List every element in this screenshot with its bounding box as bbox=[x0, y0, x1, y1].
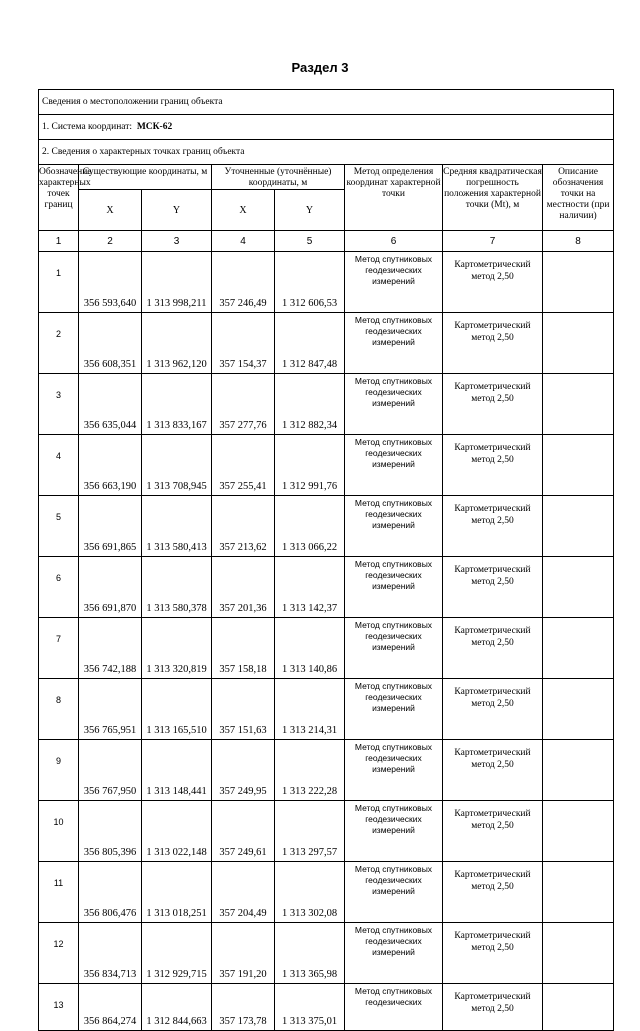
header-x-existing: X bbox=[79, 190, 142, 231]
accuracy-cell: Картометрический метод 2,50 bbox=[443, 435, 543, 496]
description-cell bbox=[543, 862, 614, 923]
header-refined-coords: Уточненные (уточнённые) координаты, м bbox=[212, 165, 345, 190]
refined-y-cell: 1 313 214,31 bbox=[275, 679, 345, 740]
method-cell: Метод спутниковых геодезических измерений bbox=[345, 496, 443, 557]
existing-x-cell: 356 742,188 bbox=[79, 618, 142, 679]
existing-x-cell: 356 691,870 bbox=[79, 557, 142, 618]
point-id-cell: 8 bbox=[39, 679, 79, 740]
method-cell: Метод спутниковых геодезических измерений bbox=[345, 923, 443, 984]
existing-y-cell: 1 313 833,167 bbox=[142, 374, 212, 435]
section-title: Раздел 3 bbox=[291, 60, 349, 75]
description-cell bbox=[543, 252, 614, 313]
refined-y-cell: 1 313 142,37 bbox=[275, 557, 345, 618]
table-row bbox=[39, 374, 614, 435]
method-cell: Метод спутниковых геодезических измерений bbox=[345, 862, 443, 923]
existing-y-cell: 1 313 018,251 bbox=[142, 862, 212, 923]
existing-y-cell: 1 313 962,120 bbox=[142, 313, 212, 374]
point-id-cell: 1 bbox=[39, 252, 79, 313]
refined-y-cell: 1 313 297,57 bbox=[275, 801, 345, 862]
existing-x-cell: 356 765,951 bbox=[79, 679, 142, 740]
accuracy-cell: Картометрический метод 2,50 bbox=[443, 923, 543, 984]
method-cell: Метод спутниковых геодезических измерений bbox=[345, 679, 443, 740]
header-description: Описание обозначения точки на местности (при наличии) bbox=[543, 165, 614, 231]
refined-y-cell: 1 313 222,28 bbox=[275, 740, 345, 801]
description-cell bbox=[543, 496, 614, 557]
refined-y-cell: 1 313 066,22 bbox=[275, 496, 345, 557]
header-x-refined: X bbox=[212, 190, 275, 231]
refined-x-cell: 357 151,63 bbox=[212, 679, 275, 740]
col-number: 1 bbox=[39, 231, 79, 252]
existing-y-cell: 1 313 998,211 bbox=[142, 252, 212, 313]
point-id-cell: 2 bbox=[39, 313, 79, 374]
existing-x-cell: 356 608,351 bbox=[79, 313, 142, 374]
table-row bbox=[39, 252, 614, 313]
existing-y-cell: 1 313 708,945 bbox=[142, 435, 212, 496]
table-row bbox=[39, 862, 614, 923]
location-row bbox=[39, 90, 614, 115]
accuracy-cell: Картометрический метод 2,50 bbox=[443, 862, 543, 923]
accuracy-cell: Картометрический метод 2,50 bbox=[443, 984, 543, 1031]
description-cell bbox=[543, 435, 614, 496]
existing-y-cell: 1 313 148,441 bbox=[142, 740, 212, 801]
table-row bbox=[39, 496, 614, 557]
header-method: Метод определения координат характерной точки bbox=[345, 165, 443, 231]
description-cell bbox=[543, 984, 614, 1031]
description-cell bbox=[543, 374, 614, 435]
col-number: 6 bbox=[345, 231, 443, 252]
description-cell bbox=[543, 313, 614, 374]
existing-y-cell: 1 313 022,148 bbox=[142, 801, 212, 862]
coord-system-row bbox=[39, 115, 614, 140]
description-cell bbox=[543, 618, 614, 679]
refined-y-cell: 1 312 882,34 bbox=[275, 374, 345, 435]
header-y-existing: Y bbox=[142, 190, 212, 231]
method-cell: Метод спутниковых геодезических измерений bbox=[345, 435, 443, 496]
method-cell: Метод спутниковых геодезических bbox=[345, 984, 443, 1031]
refined-x-cell: 357 154,37 bbox=[212, 313, 275, 374]
refined-x-cell: 357 191,20 bbox=[212, 923, 275, 984]
accuracy-cell: Картометрический метод 2,50 bbox=[443, 496, 543, 557]
table-row bbox=[39, 313, 614, 374]
col-number: 4 bbox=[212, 231, 275, 252]
refined-x-cell: 357 201,36 bbox=[212, 557, 275, 618]
refined-x-cell: 357 255,41 bbox=[212, 435, 275, 496]
refined-x-cell: 357 246,49 bbox=[212, 252, 275, 313]
description-cell bbox=[543, 923, 614, 984]
method-cell: Метод спутниковых геодезических измерений bbox=[345, 740, 443, 801]
point-id-cell: 4 bbox=[39, 435, 79, 496]
description-cell bbox=[543, 679, 614, 740]
boundary-points-table bbox=[38, 89, 614, 1031]
points-row bbox=[39, 140, 614, 165]
existing-x-cell: 356 864,274 bbox=[79, 984, 142, 1031]
description-cell bbox=[543, 801, 614, 862]
existing-y-cell: 1 312 844,663 bbox=[142, 984, 212, 1031]
point-id-cell: 5 bbox=[39, 496, 79, 557]
point-id-cell: 11 bbox=[39, 862, 79, 923]
method-cell: Метод спутниковых геодезических измерений bbox=[345, 618, 443, 679]
col-number: 7 bbox=[443, 231, 543, 252]
point-id-cell: 3 bbox=[39, 374, 79, 435]
existing-x-cell: 356 593,640 bbox=[79, 252, 142, 313]
table-row bbox=[39, 801, 614, 862]
table-row bbox=[39, 435, 614, 496]
header-existing-coords: Существующие координаты, м bbox=[79, 165, 212, 190]
accuracy-cell: Картометрический метод 2,50 bbox=[443, 557, 543, 618]
existing-y-cell: 1 313 320,819 bbox=[142, 618, 212, 679]
accuracy-cell: Картометрический метод 2,50 bbox=[443, 313, 543, 374]
method-cell: Метод спутниковых геодезических измерений bbox=[345, 374, 443, 435]
table-row bbox=[39, 984, 614, 1031]
existing-y-cell: 1 312 929,715 bbox=[142, 923, 212, 984]
existing-y-cell: 1 313 580,413 bbox=[142, 496, 212, 557]
refined-y-cell: 1 312 847,48 bbox=[275, 313, 345, 374]
point-id-cell: 12 bbox=[39, 923, 79, 984]
refined-x-cell: 357 158,18 bbox=[212, 618, 275, 679]
refined-x-cell: 357 277,76 bbox=[212, 374, 275, 435]
existing-y-cell: 1 313 580,378 bbox=[142, 557, 212, 618]
refined-x-cell: 357 213,62 bbox=[212, 496, 275, 557]
method-cell: Метод спутниковых геодезических измерений bbox=[345, 801, 443, 862]
refined-x-cell: 357 173,78 bbox=[212, 984, 275, 1031]
header-accuracy: Средняя квадратическая погрешность положения характерной точки (Mt), м bbox=[443, 165, 543, 231]
point-id-cell: 13 bbox=[39, 984, 79, 1031]
refined-y-cell: 1 312 606,53 bbox=[275, 252, 345, 313]
refined-x-cell: 357 204,49 bbox=[212, 862, 275, 923]
point-id-cell: 6 bbox=[39, 557, 79, 618]
table-row bbox=[39, 740, 614, 801]
header-y-refined: Y bbox=[275, 190, 345, 231]
points-label: 2. Сведения о характерных точках границ объекта bbox=[42, 147, 245, 157]
existing-x-cell: 356 834,713 bbox=[79, 923, 142, 984]
existing-y-cell: 1 313 165,510 bbox=[142, 679, 212, 740]
method-cell: Метод спутниковых геодезических измерений bbox=[345, 557, 443, 618]
column-numbers-row bbox=[39, 231, 614, 252]
location-label: Сведения о местоположении границ объекта bbox=[42, 97, 223, 107]
method-cell: Метод спутниковых геодезических измерений bbox=[345, 252, 443, 313]
point-id-cell: 10 bbox=[39, 801, 79, 862]
accuracy-cell: Картометрический метод 2,50 bbox=[443, 374, 543, 435]
accuracy-cell: Картометрический метод 2,50 bbox=[443, 801, 543, 862]
coord-system-value: МСК-62 bbox=[136, 122, 173, 132]
method-cell: Метод спутниковых геодезических измерений bbox=[345, 313, 443, 374]
header-point-id: Обозначение характерных точек границ bbox=[39, 165, 79, 231]
col-number: 2 bbox=[79, 231, 142, 252]
table-row bbox=[39, 679, 614, 740]
refined-y-cell: 1 313 365,98 bbox=[275, 923, 345, 984]
point-id-cell: 9 bbox=[39, 740, 79, 801]
refined-x-cell: 357 249,61 bbox=[212, 801, 275, 862]
col-number: 3 bbox=[142, 231, 212, 252]
existing-x-cell: 356 691,865 bbox=[79, 496, 142, 557]
refined-x-cell: 357 249,95 bbox=[212, 740, 275, 801]
existing-x-cell: 356 767,950 bbox=[79, 740, 142, 801]
existing-x-cell: 356 635,044 bbox=[79, 374, 142, 435]
refined-y-cell: 1 313 375,01 bbox=[275, 984, 345, 1031]
coord-system-label: 1. Система координат: bbox=[42, 122, 133, 132]
existing-x-cell: 356 806,476 bbox=[79, 862, 142, 923]
description-cell bbox=[543, 740, 614, 801]
table-row bbox=[39, 557, 614, 618]
refined-y-cell: 1 313 140,86 bbox=[275, 618, 345, 679]
refined-y-cell: 1 312 991,76 bbox=[275, 435, 345, 496]
accuracy-cell: Картометрический метод 2,50 bbox=[443, 618, 543, 679]
col-number: 5 bbox=[275, 231, 345, 252]
table-row bbox=[39, 618, 614, 679]
description-cell bbox=[543, 557, 614, 618]
accuracy-cell: Картометрический метод 2,50 bbox=[443, 679, 543, 740]
accuracy-cell: Картометрический метод 2,50 bbox=[443, 740, 543, 801]
refined-y-cell: 1 313 302,08 bbox=[275, 862, 345, 923]
existing-x-cell: 356 805,396 bbox=[79, 801, 142, 862]
col-number: 8 bbox=[543, 231, 614, 252]
table-row bbox=[39, 923, 614, 984]
accuracy-cell: Картометрический метод 2,50 bbox=[443, 252, 543, 313]
existing-x-cell: 356 663,190 bbox=[79, 435, 142, 496]
point-id-cell: 7 bbox=[39, 618, 79, 679]
